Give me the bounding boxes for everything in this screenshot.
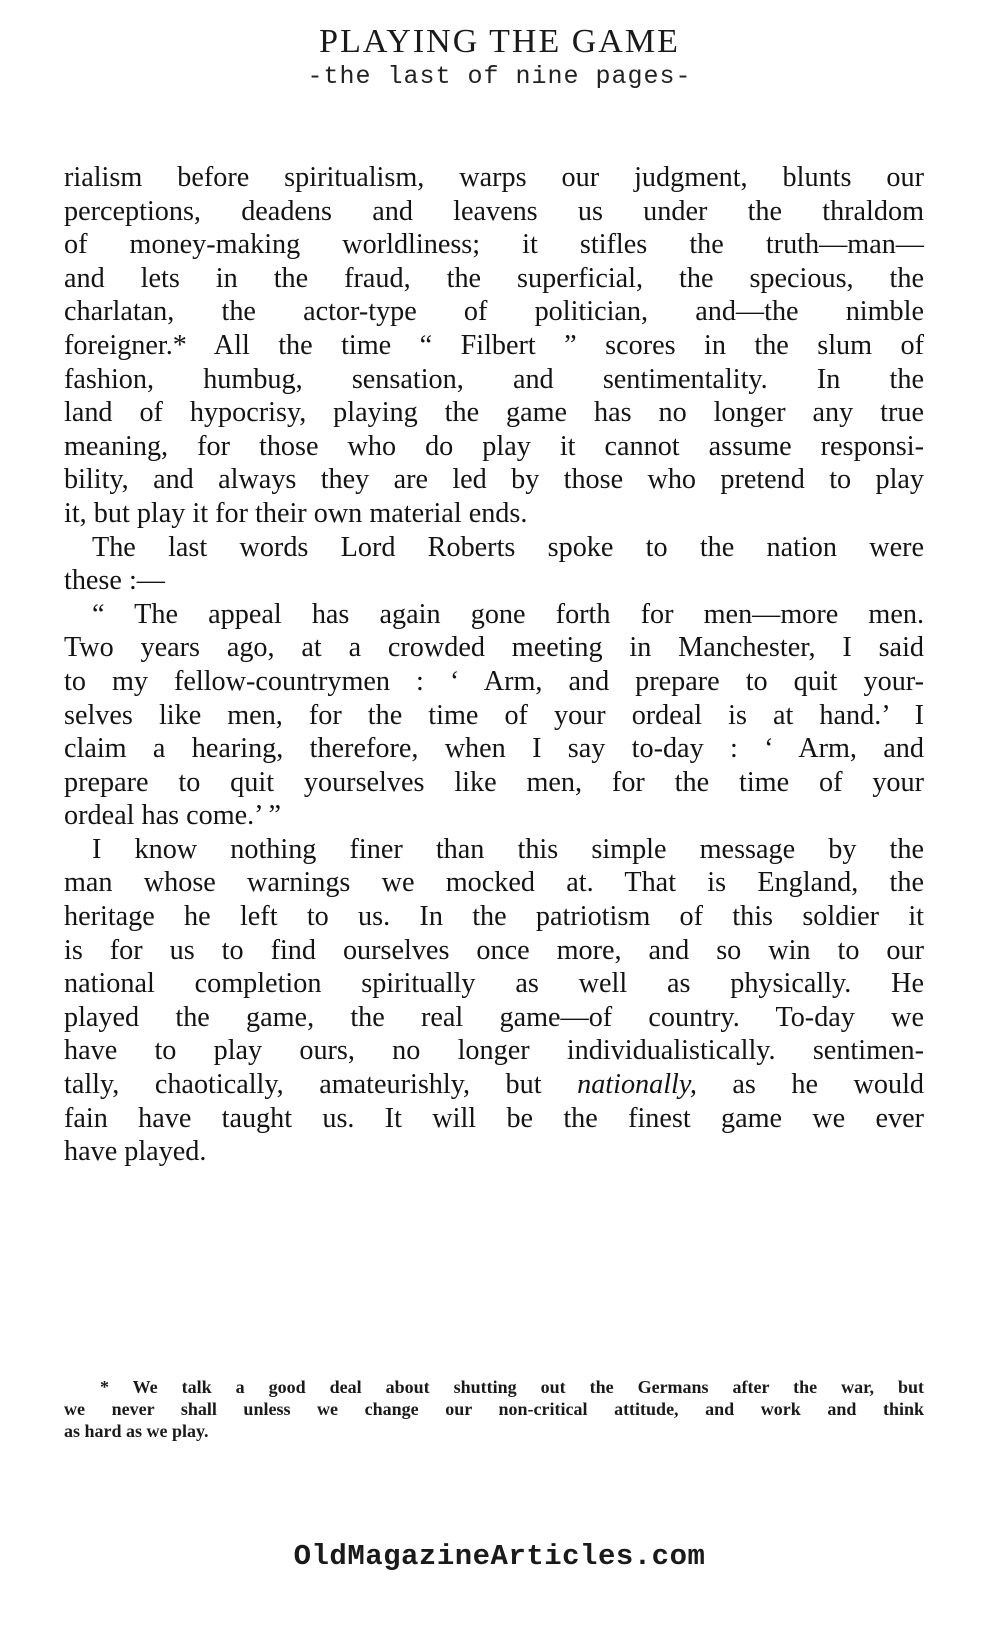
article-body [64,161,924,1169]
article-line: bility, and always they are led by those who pretend to play [64,464,924,496]
article-line: fain have taught us. It will be the finest game we ever [64,1102,924,1134]
article-line: foreigner.* All the time “ Filbert ” scores in the slum of [64,329,924,361]
footnote-line: * We talk a good deal about shutting out the Germans after the war, but [100,1377,924,1397]
article-line: man whose warnings we mocked at. That is England, the [64,867,924,899]
footnote [64,1376,924,1442]
article-line: national completion spiritually as well as physically. He [64,968,924,1000]
footnote-line: we never shall unless we change our non-critical attitude, and work and think [64,1399,924,1419]
page-header [0,22,999,92]
article-title: PLAYING THE GAME [319,23,680,60]
article-line: perceptions, deadens and leavens us under the thraldom [64,195,924,227]
article-line: fashion, humbug, sensation, and sentimentality. In the [64,363,924,395]
article-line: is for us to find ourselves once more, and so win to our [64,934,924,966]
quote-line: ordeal has come.’ ” [64,800,282,832]
quote-line: “ The appeal has again gone forth for men—more men. [92,598,924,630]
article-line: and lets in the fraud, the superficial, the specious, the [64,262,924,294]
article-line: have played. [64,1136,207,1168]
line-text: tally, chaotically, amateurishly, but [64,1069,542,1101]
article-line: land of hypocrisy, playing the game has no longer any true [64,397,924,429]
article-line: I know nothing finer than this simple message by the [92,833,924,865]
article-line: rialism before spiritualism, warps our judgment, blunts our [64,162,924,193]
footnote-line: as hard as we play. [64,1421,209,1441]
article-line: these :— [64,565,165,597]
article-line: it, but play it for their own material ends. [64,497,528,529]
article-line: played the game, the real game—of country. To-day we [64,1001,924,1033]
article-line: of money-making worldliness; it stifles the truth—man— [64,229,924,261]
article-line-with-emphasis [64,1068,924,1102]
article-line: meaning, for those who do play it cannot assume responsi- [64,430,924,462]
article-line: heritage he left to us. In the patriotism of this soldier it [64,901,924,933]
quote-line: Two years ago, at a crowded meeting in Manchester, I said [64,632,924,664]
quote-line: prepare to quit yourselves like men, for the time of your [64,766,924,798]
quote-line: selves like men, for the time of your ordeal is at hand.’ I [64,699,924,731]
page-subtitle: -the last of nine pages- [307,62,692,91]
site-watermark: OldMagazineArticles.com [293,1540,706,1573]
line-text-tail: as he would [696,1069,924,1101]
article-line: The last words Lord Roberts spoke to the nation were [92,531,924,563]
emphasis-word: nationally, [577,1069,697,1101]
article-line: have to play ours, no longer individualistically. sentimen- [64,1035,924,1067]
quote-line: claim a hearing, therefore, when I say to-day : ‘ Arm, and [64,733,924,765]
article-line: charlatan, the actor-type of politician, and—the nimble [64,296,924,328]
quote-line: to my fellow-countrymen : ‘ Arm, and prepare to quit your- [64,665,924,697]
